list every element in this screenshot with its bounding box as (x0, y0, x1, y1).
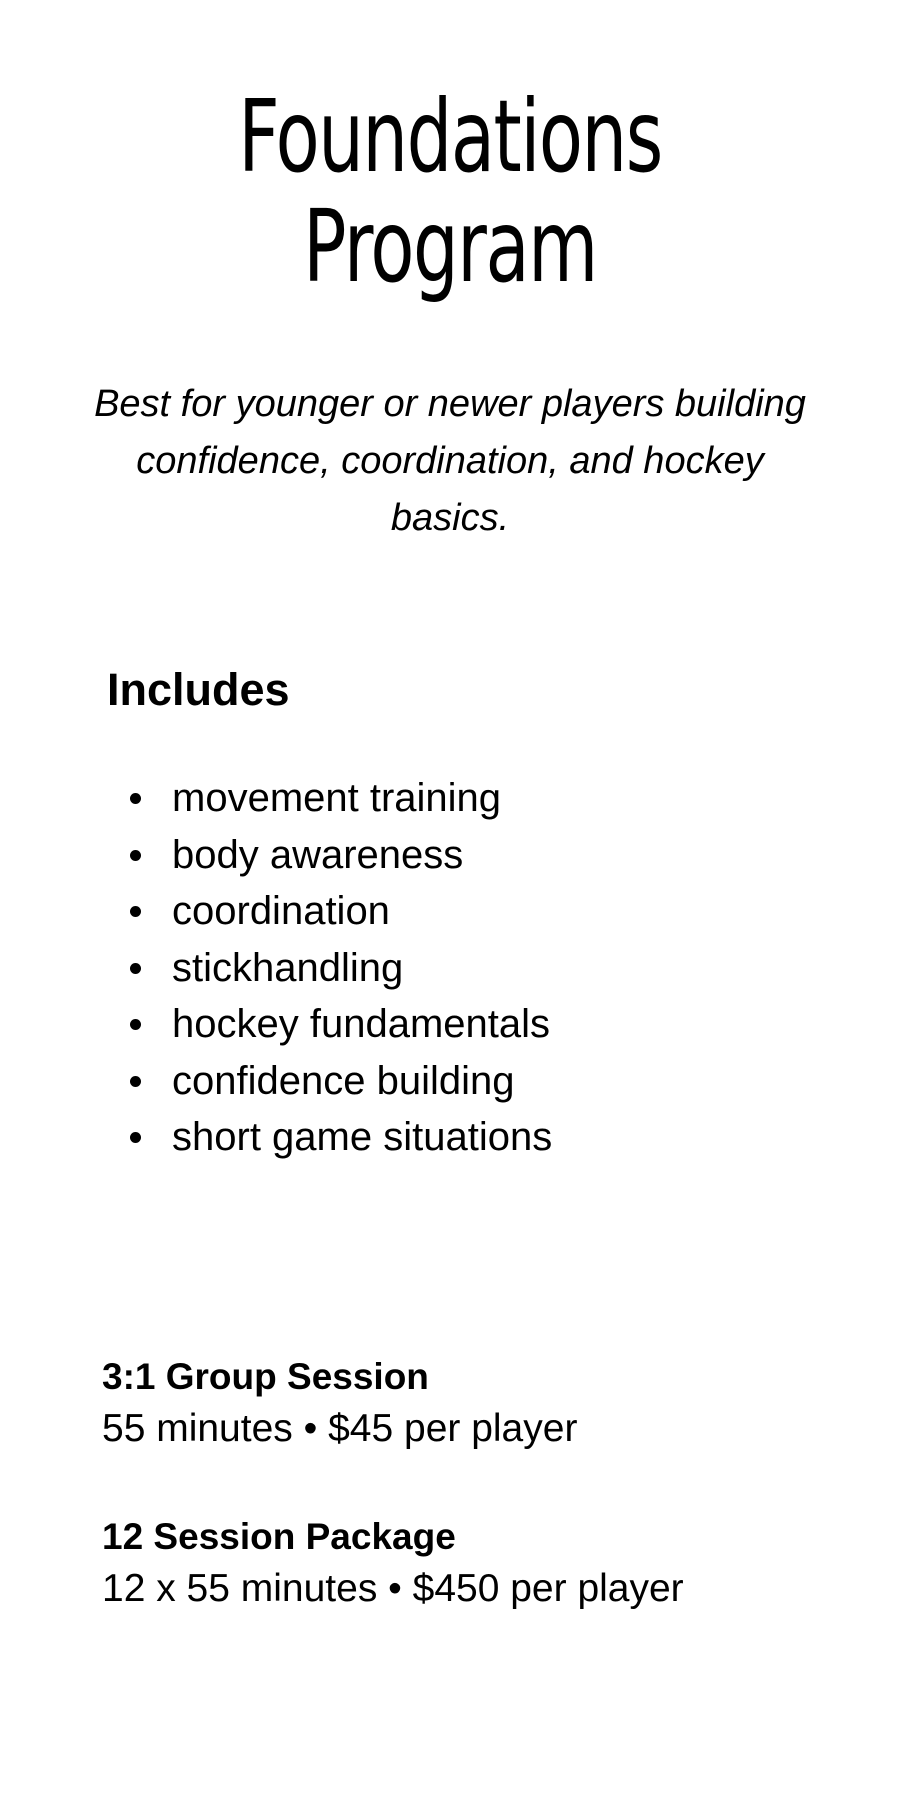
list-item-label: movement training (172, 776, 502, 820)
session-package-offer (102, 1512, 862, 1616)
offer-detail: 12 x 55 minutes • $450 per player (102, 1567, 684, 1610)
list-item (0, 883, 900, 940)
offer-name: 12 Session Package (102, 1516, 456, 1557)
bullet-icon (130, 963, 141, 974)
page-title-line-2: Program (303, 188, 597, 305)
list-item (0, 770, 900, 827)
list-item (0, 827, 900, 884)
list-item-label: stickhandling (172, 945, 404, 990)
page-title-line-1: Foundations (238, 78, 662, 195)
includes-heading: Includes (107, 664, 290, 715)
list-item (0, 940, 900, 997)
offer-name: 3:1 Group Session (102, 1356, 429, 1397)
bullet-icon (130, 1019, 141, 1030)
list-item (0, 1109, 900, 1166)
list-item-label: coordination (172, 889, 390, 933)
bullet-icon (130, 850, 141, 861)
page-title (126, 78, 774, 305)
list-item (0, 1053, 900, 1110)
bullet-icon (130, 1076, 141, 1087)
offer-detail: 55 minutes • $45 per player (102, 1407, 578, 1450)
bullet-icon (130, 1132, 141, 1143)
program-description: Best for younger or newer players building confidence, coordination, and hockey basics. (94, 383, 806, 539)
bullet-icon (130, 906, 141, 917)
list-item-label: body awareness (172, 832, 464, 877)
list-item-label: confidence building (172, 1058, 515, 1103)
list-item-label: hockey fundamentals (172, 1002, 551, 1046)
group-session-offer (102, 1352, 862, 1456)
includes-list (0, 770, 900, 1166)
list-item (0, 996, 900, 1053)
bullet-icon (130, 793, 141, 804)
list-item-label: short game situations (172, 1115, 553, 1159)
